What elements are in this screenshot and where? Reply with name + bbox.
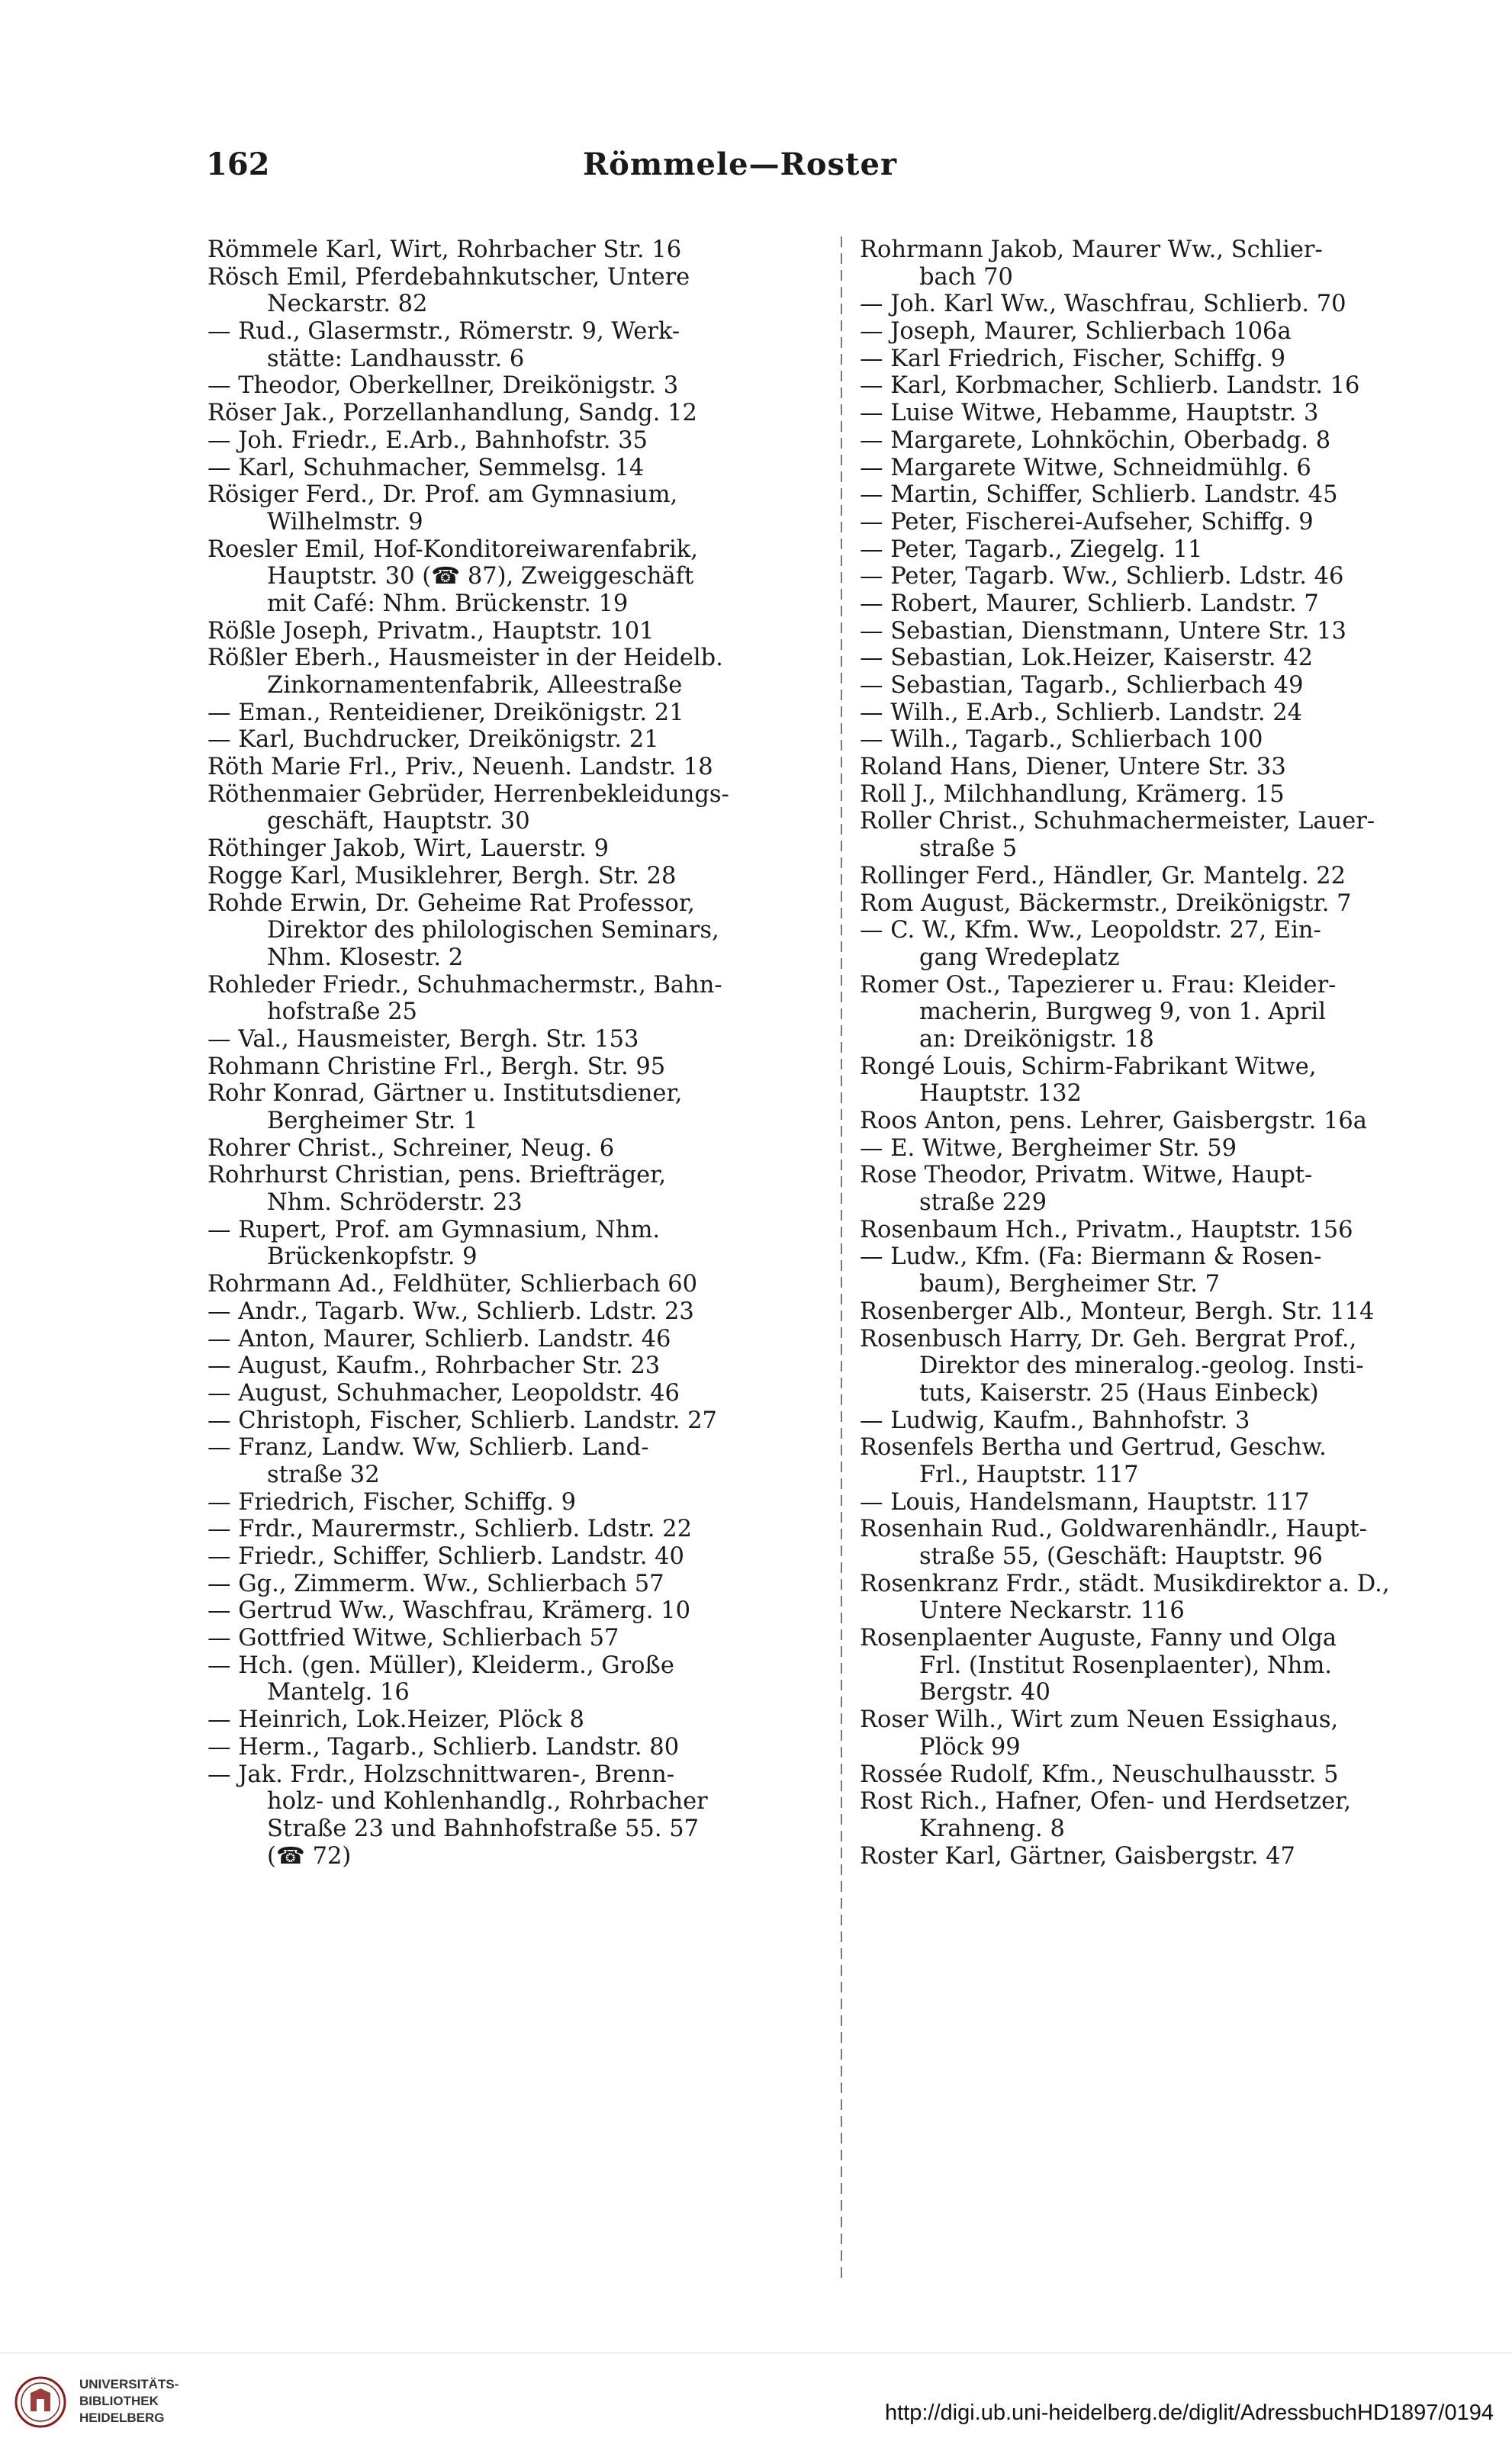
directory-entry-line: — Margarete Witwe, Schneidmühlg. 6: [860, 454, 1311, 481]
directory-entry-line: Rohrmann Jakob, Maurer Ww., Schlier-: [860, 236, 1323, 263]
directory-entry-line: Frl. (Institut Rosenplaenter), Nhm.: [919, 1652, 1332, 1679]
directory-entry-line: — Louis, Handelsmann, Hauptstr. 117: [860, 1488, 1310, 1516]
directory-entry-line: Rosenhain Rud., Goldwarenhändlr., Haupt-: [860, 1516, 1367, 1543]
directory-entry-line: Rosenbaum Hch., Privatm., Hauptstr. 156: [860, 1216, 1353, 1243]
directory-entry-line: Frl., Hauptstr. 117: [919, 1461, 1139, 1488]
directory-entry-line: — August, Schuhmacher, Leopoldstr. 46: [207, 1379, 680, 1407]
directory-entry-line: an: Dreikönigstr. 18: [919, 1025, 1154, 1053]
directory-entry-line: Rohleder Friedr., Schuhmachermstr., Bahn-: [207, 971, 722, 999]
directory-entry-line: Hauptstr. 30 (☎ 87), Zweiggeschäft: [267, 563, 694, 590]
directory-entry-line: straße 229: [919, 1189, 1047, 1217]
library-name: [79, 2376, 232, 2427]
directory-entry-line: (☎ 72): [267, 1842, 352, 1870]
directory-entry-line: — Joseph, Maurer, Schlierbach 106a: [860, 318, 1292, 346]
directory-entry-line: Rösiger Ferd., Dr. Prof. am Gymnasium,: [207, 481, 678, 509]
directory-entry-line: Rossée Rudolf, Kfm., Neuschulhausstr. 5: [860, 1761, 1339, 1788]
directory-entry-line: Romer Ost., Tapezierer u. Frau: Kleider-: [860, 971, 1337, 999]
directory-entry-line: Rongé Louis, Schirm-Fabrikant Witwe,: [860, 1053, 1317, 1080]
library-name-line: UNIVERSITÄTS-: [79, 2377, 179, 2391]
directory-entry-line: Rohde Erwin, Dr. Geheime Rat Professor,: [207, 889, 695, 917]
directory-entry-line: — Heinrich, Lok.Heizer, Plöck 8: [207, 1706, 584, 1734]
directory-entry-line: Rohr Konrad, Gärtner u. Institutsdiener,: [207, 1080, 683, 1108]
directory-entry-line: — Peter, Fischerei-Aufseher, Schiffg. 9: [860, 508, 1314, 536]
directory-entry-line: — Christoph, Fischer, Schlierb. Landstr. 27: [207, 1407, 717, 1434]
directory-entry-line: Rösch Emil, Pferdebahnkutscher, Untere: [207, 263, 690, 291]
directory-columns: [207, 236, 1474, 2281]
directory-entry-line: — Gertrud Ww., Waschfrau, Krämerg. 10: [207, 1597, 690, 1625]
directory-entry-line: — Peter, Tagarb., Ziegelg. 11: [860, 536, 1203, 563]
column-divider: [841, 236, 842, 2281]
directory-entry-line: — Franz, Landw. Ww, Schlierb. Land-: [207, 1434, 649, 1462]
page-number: 162: [206, 146, 270, 182]
directory-entry-line: — Margarete, Lohnköchin, Oberbadg. 8: [860, 426, 1331, 454]
directory-entry-line: Röthinger Jakob, Wirt, Lauerstr. 9: [207, 835, 610, 863]
directory-entry-line: — C. W., Kfm. Ww., Leopoldstr. 27, Ein-: [860, 917, 1321, 944]
directory-entry-line: — Karl, Buchdrucker, Dreikönigstr. 21: [207, 726, 659, 754]
directory-entry-line: — Anton, Maurer, Schlierb. Landstr. 46: [207, 1325, 671, 1352]
directory-entry-line: Direktor des mineralog.-geolog. Insti-: [919, 1352, 1364, 1380]
directory-entry-line: — Rud., Glasermstr., Römerstr. 9, Werk-: [207, 318, 680, 346]
directory-entry-line: straße 5: [919, 835, 1018, 863]
directory-entry-line: Röthenmaier Gebrüder, Herrenbekleidungs-: [207, 780, 729, 808]
directory-entry-line: Bergstr. 40: [919, 1679, 1050, 1706]
source-url-link[interactable]: http://digi.ub.uni-heidelberg.de/diglit/AdressbuchHD1897/0194: [884, 2401, 1494, 2425]
directory-entry-line: Rohmann Christine Frl., Bergh. Str. 95: [207, 1053, 666, 1080]
directory-entry-line: holz- und Kohlenhandlg., Rohrbacher: [267, 1788, 708, 1816]
directory-entry-line: Rößler Eberh., Hausmeister in der Heidelb.: [207, 645, 723, 672]
directory-entry-line: Zinkornamentenfabrik, Alleestraße: [267, 672, 683, 699]
directory-entry-line: — Karl Friedrich, Fischer, Schiffg. 9: [860, 345, 1286, 372]
directory-entry-line: — Ludwig, Kaufm., Bahnhofstr. 3: [860, 1407, 1250, 1434]
directory-entry-line: straße 55, (Geschäft: Hauptstr. 96: [919, 1543, 1323, 1570]
directory-entry-line: — Martin, Schiffer, Schlierb. Landstr. 45: [860, 481, 1338, 509]
directory-entry-line: Rosenfels Bertha und Gertrud, Geschw.: [860, 1434, 1327, 1462]
directory-entry-line: Roll J., Milchhandlung, Krämerg. 15: [860, 780, 1285, 808]
directory-entry-line: Nhm. Klosestr. 2: [267, 944, 464, 971]
directory-entry-line: — Friedrich, Fischer, Schiffg. 9: [207, 1488, 577, 1516]
right-column: [860, 236, 1470, 1870]
directory-entry-line: — Sebastian, Dienstmann, Untere Str. 13: [860, 617, 1346, 645]
directory-entry-line: — Gg., Zimmerm. Ww., Schlierbach 57: [207, 1570, 664, 1597]
directory-entry-line: tuts, Kaiserstr. 25 (Haus Einbeck): [919, 1379, 1319, 1407]
directory-entry-line: — Eman., Renteidiener, Dreikönigstr. 21: [207, 699, 684, 726]
directory-entry-line: — Ludw., Kfm. (Fa: Biermann & Rosen-: [860, 1243, 1322, 1271]
directory-entry-line: Rohrmann Ad., Feldhüter, Schlierbach 60: [207, 1271, 698, 1298]
viewer-footer: [0, 2353, 1512, 2454]
directory-entry-line: Römmele Karl, Wirt, Rohrbacher Str. 16: [207, 236, 682, 263]
directory-entry-line: Rost Rich., Hafner, Ofen- und Herdsetzer,: [860, 1788, 1352, 1816]
directory-entry-line: Mantelg. 16: [267, 1679, 410, 1706]
directory-entry-line: Rom August, Bäckermstr., Dreikönigstr. 7: [860, 889, 1352, 917]
directory-entry-line: geschäft, Hauptstr. 30: [267, 808, 530, 835]
directory-entry-line: — Gottfried Witwe, Schlierbach 57: [207, 1625, 619, 1652]
directory-entry-line: bach 70: [919, 263, 1013, 291]
directory-entry-line: Bergheimer Str. 1: [267, 1108, 478, 1134]
directory-entry-line: Rosenberger Alb., Monteur, Bergh. Str. 114: [860, 1298, 1375, 1325]
directory-entry-line: Nhm. Schröderstr. 23: [267, 1189, 523, 1217]
directory-entry-line: Rosenkranz Frdr., städt. Musikdirektor a. D.,: [860, 1570, 1390, 1597]
directory-entry-line: — Karl, Schuhmacher, Semmelsg. 14: [207, 454, 645, 481]
directory-entry-line: hofstraße 25: [267, 999, 417, 1026]
directory-entry-line: — Andr., Tagarb. Ww., Schlierb. Ldstr. 23: [207, 1298, 694, 1325]
directory-entry-line: Direktor des philologischen Seminars,: [267, 917, 719, 944]
directory-entry-line: Röser Jak., Porzellanhandlung, Sandg. 12: [207, 400, 697, 427]
directory-entry-line: Brückenkopfstr. 9: [267, 1243, 478, 1271]
directory-entry-line: Rohrhurst Christian, pens. Briefträger,: [207, 1162, 667, 1189]
directory-entry-line: — Joh. Friedr., E.Arb., Bahnhofstr. 35: [207, 426, 648, 454]
directory-entry-line: — Rupert, Prof. am Gymnasium, Nhm.: [207, 1216, 661, 1243]
directory-entry-line: Krahneng. 8: [919, 1815, 1065, 1842]
directory-entry-line: Roos Anton, pens. Lehrer, Gaisbergstr. 16a: [860, 1108, 1367, 1134]
directory-entry-line: Hauptstr. 132: [919, 1080, 1082, 1108]
directory-entry-line: — Frdr., Maurermstr., Schlierb. Ldstr. 22: [207, 1516, 692, 1543]
left-column: [207, 236, 818, 1870]
directory-entry-line: — Jak. Frdr., Holzschnittwaren-, Brenn-: [207, 1761, 675, 1788]
directory-entry-line: Straße 23 und Bahnhofstraße 55. 57: [267, 1815, 700, 1842]
directory-entry-line: Rosenplaenter Auguste, Fanny und Olga: [860, 1625, 1337, 1652]
directory-entry-line: Rohrer Christ., Schreiner, Neug. 6: [207, 1134, 615, 1162]
directory-entry-line: macherin, Burgweg 9, von 1. April: [919, 999, 1326, 1026]
directory-entry-line: Wilhelmstr. 9: [267, 508, 423, 536]
directory-entry-line: — Joh. Karl Ww., Waschfrau, Schlierb. 70: [860, 291, 1346, 318]
directory-entry-line: Rose Theodor, Privatm. Witwe, Haupt-: [860, 1162, 1313, 1189]
directory-entry-line: Untere Neckarstr. 116: [919, 1597, 1185, 1625]
directory-entry-line: Roser Wilh., Wirt zum Neuen Essighaus,: [860, 1706, 1339, 1734]
directory-entry-line: stätte: Landhausstr. 6: [267, 345, 525, 372]
directory-entry-line: — Luise Witwe, Hebamme, Hauptstr. 3: [860, 400, 1319, 427]
directory-entry-line: Roster Karl, Gärtner, Gaisbergstr. 47: [860, 1842, 1295, 1870]
directory-entry-line: Neckarstr. 82: [267, 291, 428, 318]
directory-entry-line: — Hch. (gen. Müller), Kleiderm., Große: [207, 1652, 674, 1679]
library-name-line: HEIDELBERG: [79, 2411, 165, 2425]
directory-entry-line: — Val., Hausmeister, Bergh. Str. 153: [207, 1025, 639, 1053]
directory-entry-line: Rollinger Ferd., Händler, Gr. Mantelg. 22: [860, 862, 1346, 889]
running-head: Römmele—Roster: [582, 146, 898, 182]
directory-entry-line: Roland Hans, Diener, Untere Str. 33: [860, 754, 1286, 781]
library-name-line: BIBLIOTHEK: [79, 2394, 159, 2408]
directory-entry-line: Rogge Karl, Musiklehrer, Bergh. Str. 28: [207, 862, 677, 889]
page-header: [175, 146, 1305, 192]
directory-entry-line: — Wilh., Tagarb., Schlierbach 100: [860, 726, 1263, 754]
directory-entry-line: Rößle Joseph, Privatm., Hauptstr. 101: [207, 617, 655, 645]
directory-entry-line: Röth Marie Frl., Priv., Neuenh. Landstr. 18: [207, 754, 713, 781]
directory-entry-line: mit Café: Nhm. Brückenstr. 19: [267, 590, 629, 617]
directory-entry-line: straße 32: [267, 1461, 380, 1488]
directory-entry-line: Plöck 99: [919, 1733, 1021, 1761]
directory-entry-line: — August, Kaufm., Rohrbacher Str. 23: [207, 1352, 661, 1380]
directory-entry-line: — Friedr., Schiffer, Schlierb. Landstr. 40: [207, 1543, 684, 1570]
directory-entry-line: — Theodor, Oberkellner, Dreikönigstr. 3: [207, 372, 679, 400]
directory-entry-line: — Sebastian, Lok.Heizer, Kaiserstr. 42: [860, 645, 1314, 672]
directory-entry-line: baum), Bergheimer Str. 7: [919, 1271, 1220, 1298]
directory-entry-line: Roller Christ., Schuhmachermeister, Lauer-: [860, 808, 1375, 835]
directory-entry-line: — Karl, Korbmacher, Schlierb. Landstr. 16: [860, 372, 1360, 400]
directory-entry-line: — Robert, Maurer, Schlierb. Landstr. 7: [860, 590, 1319, 617]
university-library-seal-icon: [14, 2375, 67, 2430]
directory-entry-line: Rosenbusch Harry, Dr. Geh. Bergrat Prof.,: [860, 1325, 1357, 1352]
directory-entry-line: — Peter, Tagarb. Ww., Schlierb. Ldstr. 46: [860, 563, 1344, 590]
directory-entry-line: — Herm., Tagarb., Schlierb. Landstr. 80: [207, 1733, 680, 1761]
directory-entry-line: Roesler Emil, Hof-Konditoreiwarenfabrik,: [207, 536, 698, 563]
directory-entry-line: — E. Witwe, Bergheimer Str. 59: [860, 1134, 1237, 1162]
directory-entry-line: — Wilh., E.Arb., Schlierb. Landstr. 24: [860, 699, 1303, 726]
directory-entry-line: — Sebastian, Tagarb., Schlierbach 49: [860, 672, 1304, 699]
directory-entry-line: gang Wredeplatz: [919, 944, 1120, 971]
